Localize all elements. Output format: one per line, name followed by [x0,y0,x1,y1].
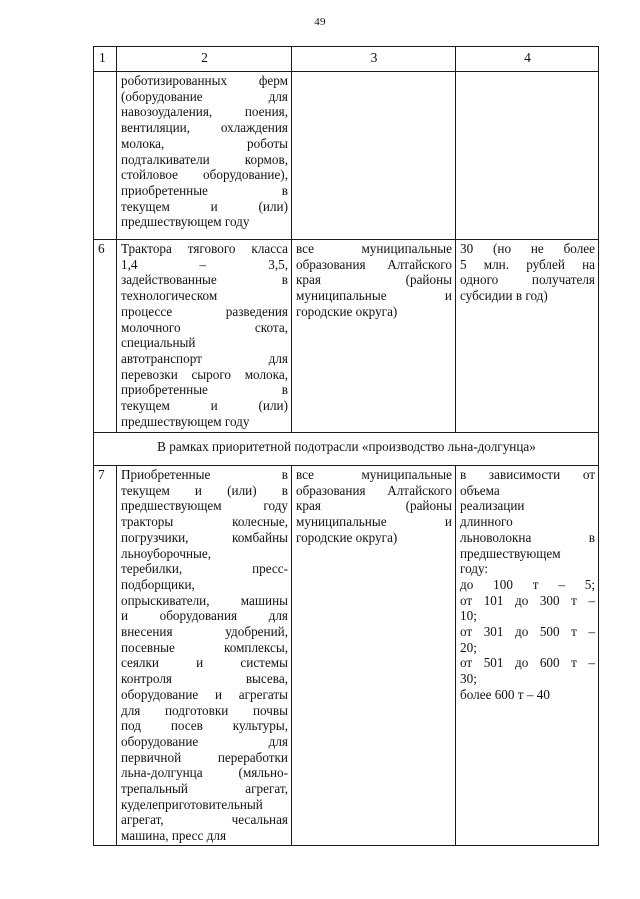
cell-text-line: навозоудаления, поения, [121,104,288,120]
cell-text-line: предшествующем году [121,214,250,230]
cell-text-line: задействованные в [121,272,288,288]
cell-text-line: реализации [460,498,525,514]
cell-text-line: под посев культуры, [121,718,288,734]
cell-text-line: контроля высева, [121,671,288,687]
cell-text-line: автотранспорт для [121,350,288,366]
cell-text-line: Приобретенные в [121,467,288,482]
subsidy-table [93,46,599,846]
cell-text-line: от 101 до 300 т – [460,592,595,608]
cell-text-line: и оборудования для [121,608,288,624]
cell-text-line: предшествующем [460,545,561,561]
cell-text-line: края (районы [296,272,452,288]
cell-text-line: внесения удобрений, [121,624,288,640]
row-7-rate [456,466,599,846]
cell-text-line: процессе разведения [121,303,288,319]
cell-text-line: городские округа) [296,529,398,545]
cell-text-line: 1,4 – 3,5, [121,256,288,272]
cell-text-line: образования Алтайского [296,256,452,272]
cell-text-line: текущем и (или) [121,398,288,414]
cell-text-line: стойловое оборудование), [121,167,288,183]
cell-text-line: Трактора тягового класса [121,241,288,256]
cell-text-line: все муниципальные [296,467,452,482]
cell-text-line: трепальный агрегат, [121,781,288,797]
cell-text-line: приобретенные в [121,382,288,398]
cell-text-line: теребилки, пресс- [121,561,288,577]
cell-text-line: одного получателя [460,272,595,288]
cell-text-line: субсидии в год) [460,288,548,304]
table-row-6 [94,240,599,433]
cell-text-line: до 100 т – 5; [460,576,595,592]
cell-text-line: машина, пресс для [121,828,227,844]
cell-text-line: посевные комплексы, [121,639,288,655]
cell-text-line: тракторы колесные, [121,514,288,530]
cell-text-line: перевозки сырого молока, [121,366,288,382]
cell-text-line: городские округа) [296,303,398,319]
row-7-recipients [292,466,456,846]
cell-text-line: объема [460,482,500,498]
row-continued-description [117,72,292,240]
cell-text-line: году: [460,561,489,577]
cell-text-line: погрузчики, комбайны [121,529,288,545]
cell-text-line: края (районы [296,498,452,514]
row-7-description [117,466,292,846]
header-col-3: 3 [292,47,456,72]
cell-text-line: льноволокна в [460,529,595,545]
row-6-number: 6 [94,240,117,433]
cell-text-line: молочного скота, [121,319,288,335]
cell-text-line: роботизированных ферм [121,73,288,88]
cell-text-line: от 501 до 600 т – [460,655,595,671]
header-col-4: 4 [456,47,599,72]
row-continued-number [94,72,117,240]
cell-text-line: все муниципальные [296,241,452,256]
table-row-7 [94,466,599,846]
cell-text-line: технологическом [121,288,218,304]
page-number: 49 [314,16,326,28]
cell-text-line: предшествующем году [121,498,288,514]
cell-text-line: от 301 до 500 т – [460,624,595,640]
cell-text-line: в зависимости от [460,467,595,482]
cell-text-line: агрегат, чесальная [121,812,288,828]
cell-text-line: льноуборочные, [121,545,212,561]
cell-text-line: 30; [460,671,477,687]
table-row-continued [94,72,599,240]
cell-text-line: льна-долгунца (мяльно- [121,765,288,781]
cell-text-line: более 600 т – 40 [460,686,550,702]
cell-text-line: образования Алтайского [296,482,452,498]
table-header-row [94,47,599,72]
row-continued-rate [456,72,599,240]
row-7-number: 7 [94,466,117,846]
cell-text-line: куделеприготовительный [121,796,263,812]
row-6-description [117,240,292,433]
cell-text-line: подборщики, [121,576,195,592]
cell-text-line: 10; [460,608,477,624]
cell-text-line: предшествующем году [121,413,250,429]
cell-text-line: приобретенные в [121,182,288,198]
cell-text-line: 5 млн. рублей на [460,256,595,272]
cell-text-line: сеялки и системы [121,655,288,671]
cell-text-line: 30 (но не более [460,241,595,256]
cell-text-line: муниципальные и [296,514,452,530]
cell-text-line: для подготовки почвы [121,702,288,718]
header-col-2: 2 [117,47,292,72]
cell-text-line: текущем и (или) в [121,482,288,498]
cell-text-line: оборудование и агрегаты [121,686,288,702]
cell-text-line: молока, роботы [121,135,288,151]
cell-text-line: подталкиватели кормов, [121,151,288,167]
cell-text-line: муниципальные и [296,288,452,304]
cell-text-line: вентиляции, охлаждения [121,120,288,136]
cell-text-line: первичной переработки [121,749,288,765]
header-col-1: 1 [94,47,117,72]
cell-text-line: оборудование для [121,733,288,749]
row-6-rate [456,240,599,433]
section-header-row [94,433,599,466]
row-continued-recipients [292,72,456,240]
section-title: В рамках приоритетной подотрасли «производство льна-долгунца» [94,433,599,466]
cell-text-line: (оборудование для [121,88,288,104]
cell-text-line: текущем и (или) [121,198,288,214]
cell-text-line: специальный [121,335,196,351]
row-6-recipients [292,240,456,433]
cell-text-line: опрыскиватели, машины [121,592,288,608]
cell-text-line: 20; [460,639,477,655]
cell-text-line: длинного [460,514,513,530]
